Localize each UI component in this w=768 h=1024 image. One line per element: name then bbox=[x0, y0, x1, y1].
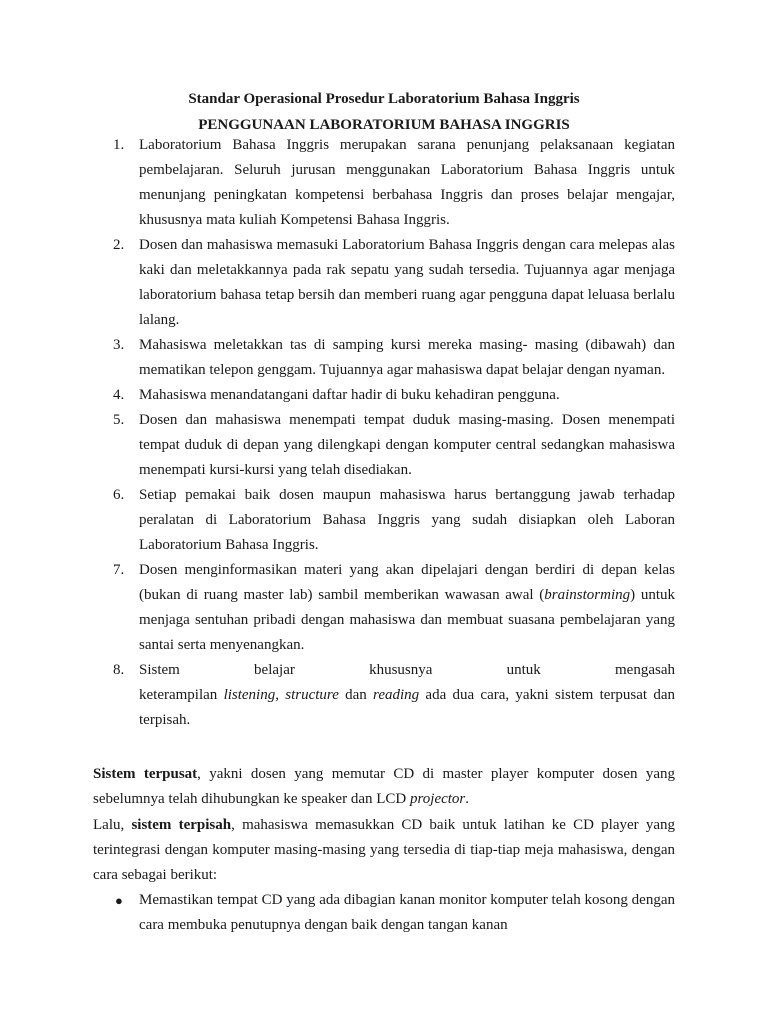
title-block bbox=[0, 86, 768, 138]
list-item-text bbox=[139, 683, 675, 733]
item-text-part: ) untuk menjaga sentuhan pribadi dengan mahasiswa dan membuat suasana pembelajaran yang santai serta menyenangkan. bbox=[139, 587, 675, 653]
list-item-4 bbox=[93, 383, 675, 408]
list-number: 1. bbox=[113, 137, 125, 153]
item-text-part: , bbox=[275, 687, 286, 703]
list-item-7 bbox=[93, 558, 675, 658]
list-number: 5. bbox=[113, 412, 125, 428]
list-item-text-line1: Sistem belajar khususnya untuk mengasah bbox=[139, 662, 675, 678]
document-subtitle: PENGGUNAAN LABORATORIUM BAHASA INGGRIS bbox=[198, 117, 570, 133]
list-item-1 bbox=[93, 133, 675, 233]
list-number: 2. bbox=[113, 237, 125, 253]
document-title: Standar Operasional Prosedur Laboratorium Bahasa Inggris bbox=[188, 91, 580, 107]
paragraph-text: . bbox=[465, 791, 470, 807]
paragraph-sistem-terpusat bbox=[93, 762, 675, 812]
paragraph-text: , mahasiswa memasukkan CD baik untuk latihan ke CD player yang terintegrasi dengan komputer masing-masing yang tersedia di tiap-tiap meja mahasiswa, dengan cara sebagai berikut: bbox=[93, 817, 675, 883]
list-item-2 bbox=[93, 233, 675, 333]
list-number: 3. bbox=[113, 337, 125, 353]
list-item-5 bbox=[93, 408, 675, 483]
list-item-6 bbox=[93, 483, 683, 558]
paragraph-sistem-terpisah bbox=[93, 813, 675, 888]
procedure-list bbox=[93, 133, 683, 733]
bullet-text: Memastikan tempat CD yang ada dibagian kanan monitor komputer telah kosong dengan cara membuka penutupnya dengan baik dengan tangan kanan bbox=[139, 892, 675, 933]
list-number: 7. bbox=[113, 562, 125, 578]
list-item-text: Mahasiswa menandatangani daftar hadir di buku kehadiran pengguna. bbox=[139, 387, 560, 403]
item-text-part: dan bbox=[338, 687, 374, 703]
bullet-list bbox=[93, 888, 675, 938]
bullet-item bbox=[93, 888, 675, 938]
item-text-part: keterampilan bbox=[139, 687, 224, 703]
list-item-3 bbox=[93, 333, 675, 383]
item-text-part: Dosen menginformasikan materi yang akan dipelajari dengan berdiri di depan kelas (bukan di ruang master lab) sambil memberikan wawasan awal ( bbox=[139, 562, 675, 603]
list-item-text: Mahasiswa meletakkan tas di samping kursi mereka masing- masing (dibawah) dan mematikan telepon genggam. Tujuannya agar mahasiswa dapat belajar dengan nyaman. bbox=[139, 337, 675, 378]
list-number: 6. bbox=[113, 487, 125, 503]
item-text-italic: listening bbox=[223, 687, 276, 703]
list-item-text: Dosen dan mahasiswa memasuki Laboratorium Bahasa Inggris dengan cara melepas alas kaki dan meletakkannya pada rak sepatu yang sudah tersedia. Tujuannya agar menjaga laboratorium bahasa tetap bersih dan memberi ruang agar pengguna dapat leluasa berlalu lalang. bbox=[139, 237, 675, 328]
paragraph-bold: sistem terpisah bbox=[131, 817, 232, 833]
list-item-text: Setiap pemakai baik dosen maupun mahasiswa harus bertanggung jawab terhadap peralatan di Laboratorium Bahasa Inggris yang sudah disiapkan oleh Laboran Laboratorium Bahasa Inggris. bbox=[139, 487, 683, 553]
item-text-italic: brainstorming bbox=[544, 587, 631, 603]
item-text-part: ada dua cara, yakni sistem terpusat dan terpisah. bbox=[139, 687, 675, 728]
list-item-8 bbox=[93, 658, 675, 733]
list-item-text: Dosen dan mahasiswa menempati tempat duduk masing-masing. Dosen menempati tempat duduk di depan yang dilengkapi dengan komputer central sedangkan mahasiswa menempati kursi-kursi yang telah disediakan. bbox=[139, 412, 675, 478]
paragraph-text: Lalu, bbox=[93, 817, 132, 833]
list-number: 4. bbox=[113, 387, 125, 403]
list-item-text bbox=[139, 558, 675, 658]
list-item-text: Laboratorium Bahasa Inggris merupakan sarana penunjang pelaksanaan kegiatan pembelajaran. Seluruh jurusan menggunakan Laboratorium Bahasa Inggris untuk menunjang peningkatan kompetensi berbahasa Inggris dan proses belajar mengajar, khususnya mata kuliah Kompetensi Bahasa Inggris. bbox=[139, 137, 675, 228]
paragraph-italic: projector bbox=[410, 791, 466, 807]
bullet-icon: ● bbox=[115, 893, 123, 908]
item-text-italic: reading bbox=[373, 687, 420, 703]
item-text-italic: structure bbox=[285, 687, 339, 703]
paragraph-bold: Sistem terpusat bbox=[93, 766, 198, 782]
list-number: 8. bbox=[113, 662, 125, 678]
paragraph-text: , yakni dosen yang memutar CD di master player komputer dosen yang sebelumnya telah dihubungkan ke speaker dan LCD bbox=[93, 766, 676, 807]
